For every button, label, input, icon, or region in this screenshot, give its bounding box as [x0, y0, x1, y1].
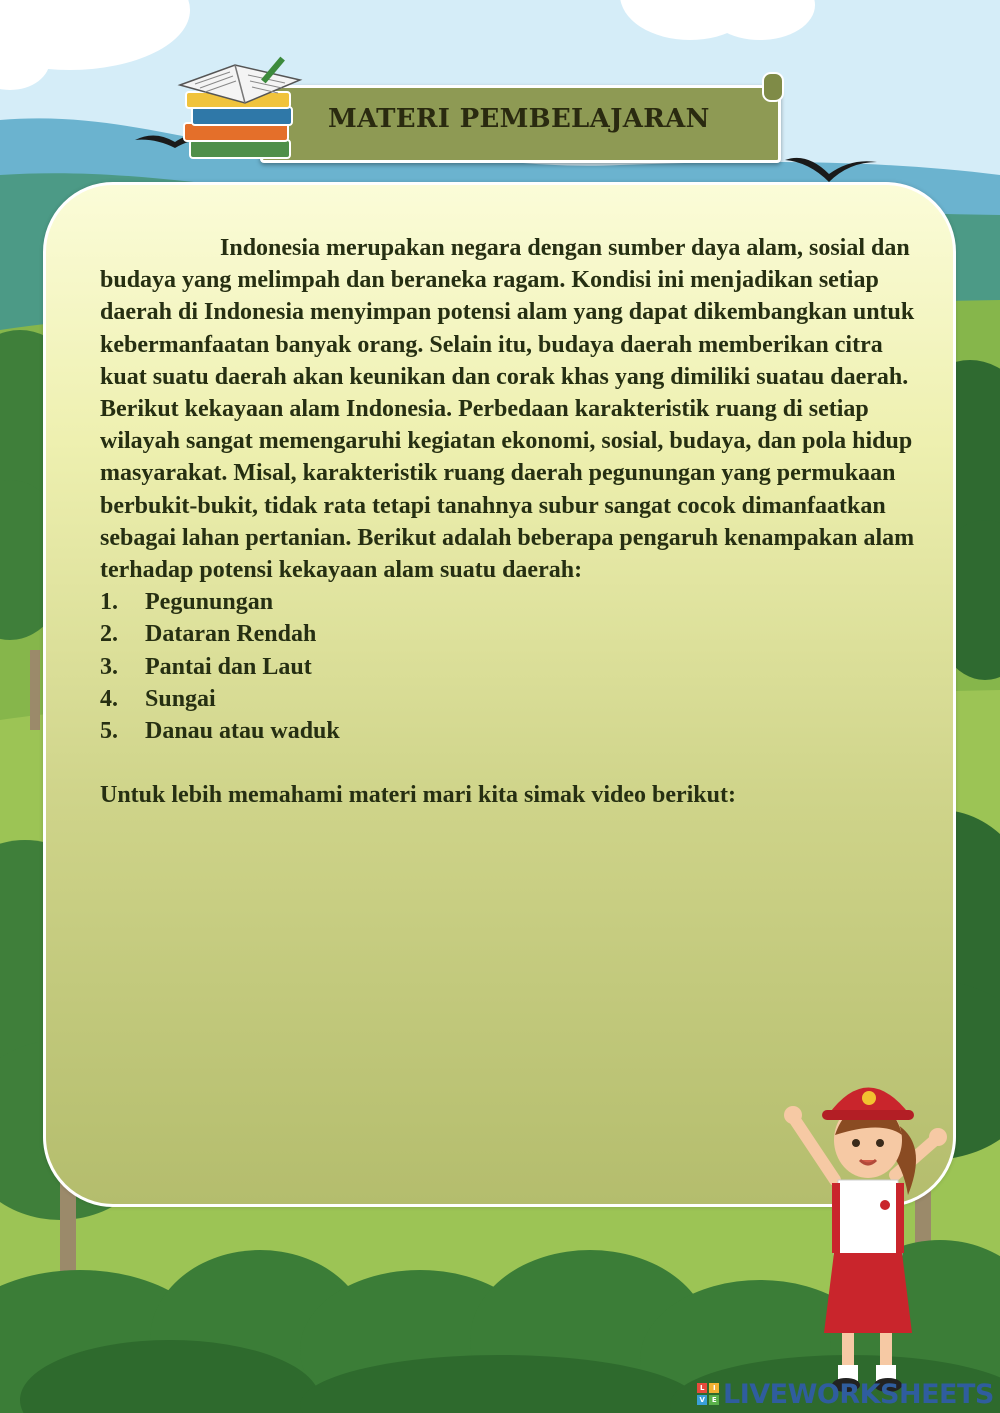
watermark-text: LIVEWORKSHEETS: [723, 1378, 994, 1410]
landform-list: [100, 586, 920, 747]
list-item: 5. Danau atau waduk: [100, 718, 340, 745]
video-instruction: Untuk lebih memahami materi mari kita simak video berikut:: [100, 782, 736, 809]
list-item: 3. Pantai dan Laut: [100, 653, 312, 680]
liveworksheets-watermark: [697, 1375, 994, 1413]
content-body: [100, 232, 920, 811]
liveworksheets-logo-icon: L I V E: [697, 1383, 719, 1405]
intro-paragraph: Indonesia merupakan negara dengan sumber daya alam, sosial dan budaya yang melimpah dan beraneka ragam. Kondisi ini menjadikan setiap daerah di Indonesia menyimpan potensi alam yang dapat dikembangkan untuk kebermanfaatan banyak orang. Selain itu, budaya daerah memberikan citra kuat suatu daerah akan keunikan dan corak khas yang dimiliki suatau daerah. Berikut kekayaan alam Indonesia. Perbedaan karakteristik ruang di setiap wilayah sangat memengaruhi kegiatan ekonomi, sosial, budaya, dan pola hidup masyarakat. Misal, karakteristik ruang daerah pegunungan yang permukaan berbukit-bukit, tidak rata tetapi tanahnya subur sangat cocok dimanfaatkan sebagai lahan pertanian. Berikut adalah beberapa pengaruh kenampakan alam terhadap potensi kekayaan alam suatu daerah:: [100, 235, 915, 584]
books-icon: [170, 55, 310, 170]
list-item: 4. Sungai: [100, 685, 216, 712]
page-title: MATERI PEMBELAJARAN: [328, 104, 710, 134]
banner-scroll-end: [762, 72, 784, 102]
list-item: 1. Pegunungan: [100, 589, 274, 616]
student-girl-illustration: [780, 1065, 950, 1395]
list-item: 2. Dataran Rendah: [100, 621, 317, 648]
